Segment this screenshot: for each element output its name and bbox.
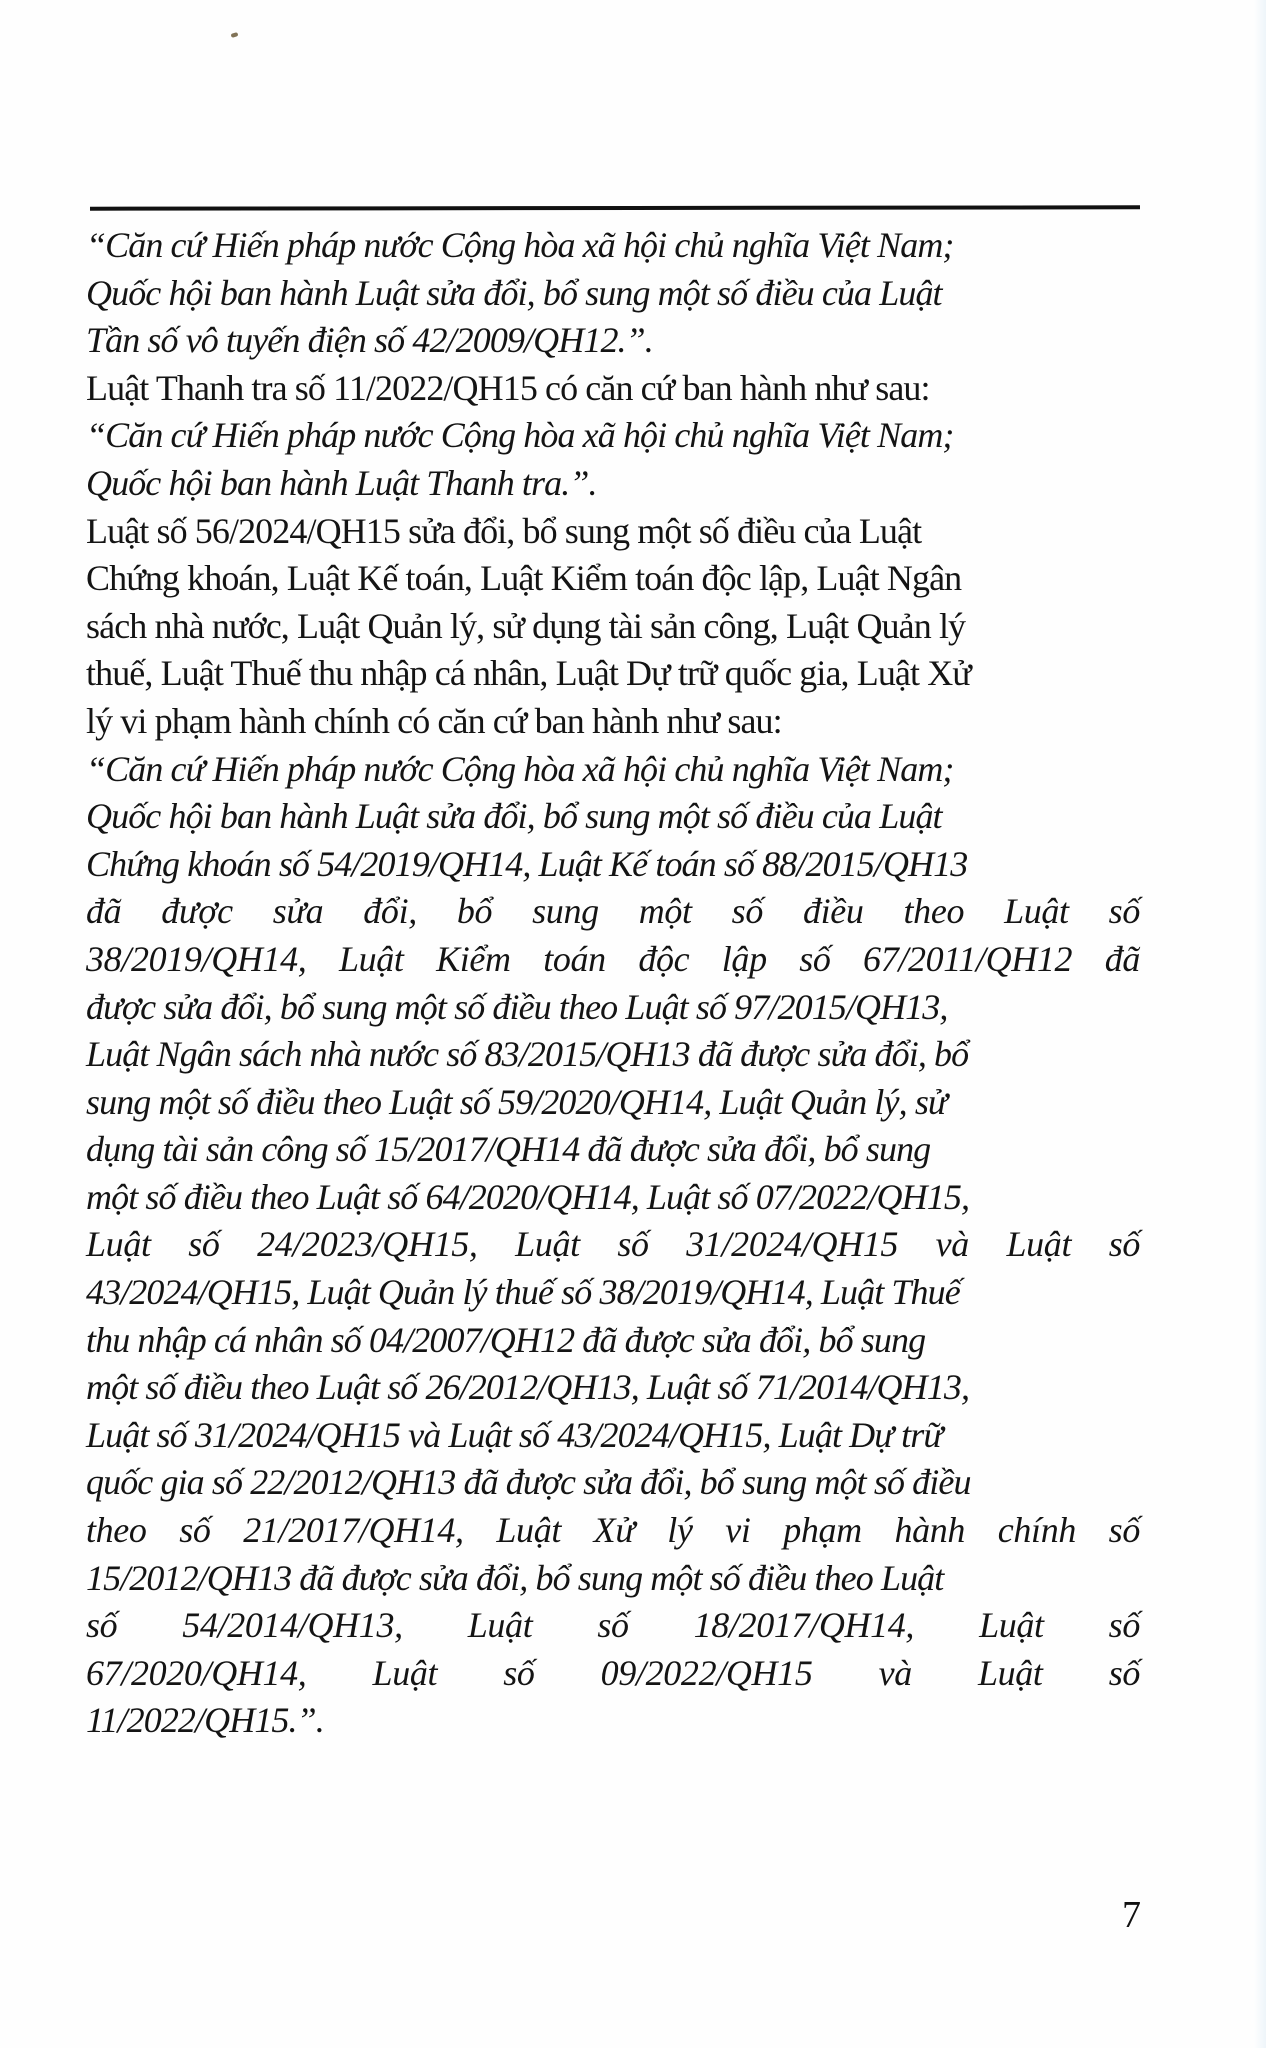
text-line-01: “Căn cứ Hiến pháp nước Cộng hòa xã hội chủ nghĩa Việt Nam;	[86, 225, 954, 265]
text-line-13: Quốc hội ban hành Luật sửa đổi, bổ sung một số điều của Luật	[86, 796, 942, 837]
text-line-15: đã được sửa đổi, bổ sung một số điều theo Luật số	[86, 891, 1140, 932]
text-line-10: thuế, Luật Thuế thu nhập cá nhân, Luật Dự trữ quốc gia, Luật Xử	[86, 653, 971, 694]
text-line-11: lý vi phạm hành chính có căn cứ ban hành như sau:	[86, 700, 782, 741]
text-line-02: Quốc hội ban hành Luật sửa đổi, bổ sung một số điều của Luật	[86, 272, 942, 313]
page-number: 7	[1122, 1894, 1141, 1936]
text-line-28: theo số 21/2017/QH14, Luật Xử lý vi phạm hành chính số	[86, 1510, 1140, 1551]
text-line-23: 43/2024/QH15, Luật Quản lý thuế số 38/2019/QH14, Luật Thuế	[86, 1272, 960, 1313]
text-line-06: Quốc hội ban hành Luật Thanh tra.”.	[86, 462, 597, 503]
text-line-07: Luật số 56/2024/QH15 sửa đổi, bổ sung một số điều của Luật	[86, 510, 922, 551]
text-line-22: Luật số 24/2023/QH15, Luật số 31/2024/QH15 và Luật số	[86, 1224, 1140, 1265]
header-rule	[90, 205, 1140, 210]
text-line-18: Luật Ngân sách nhà nước số 83/2015/QH13 đã được sửa đổi, bổ	[86, 1034, 969, 1075]
text-line-17: được sửa đổi, bổ sung một số điều theo Luật số 97/2015/QH13,	[86, 986, 948, 1027]
body-text	[86, 222, 1140, 1745]
text-line-32: 11/2022/QH15.”.	[86, 1700, 324, 1741]
page-edge-shadow	[1254, 0, 1266, 2048]
text-line-24: thu nhập cá nhân số 04/2007/QH12 đã được sửa đổi, bổ sung	[86, 1319, 926, 1360]
text-line-20: dụng tài sản công số 15/2017/QH14 đã được sửa đổi, bổ sung	[86, 1129, 931, 1170]
text-line-08: Chứng khoán, Luật Kế toán, Luật Kiểm toán độc lập, Luật Ngân	[86, 558, 962, 599]
text-line-25: một số điều theo Luật số 26/2012/QH13, Luật số 71/2014/QH13,	[86, 1367, 970, 1408]
text-line-26: Luật số 31/2024/QH15 và Luật số 43/2024/QH15, Luật Dự trữ	[86, 1414, 943, 1455]
text-line-21: một số điều theo Luật số 64/2020/QH14, Luật số 07/2022/QH15,	[86, 1176, 970, 1217]
text-line-05: “Căn cứ Hiến pháp nước Cộng hòa xã hội chủ nghĩa Việt Nam;	[86, 415, 954, 456]
text-line-16: 38/2019/QH14, Luật Kiểm toán độc lập số 67/2011/QH12 đã	[86, 938, 1140, 979]
text-line-29: 15/2012/QH13 đã được sửa đổi, bổ sung một số điều theo Luật	[86, 1557, 944, 1598]
scan-speck	[231, 32, 239, 38]
text-line-19: sung một số điều theo Luật số 59/2020/QH14, Luật Quản lý, sử	[86, 1081, 947, 1122]
text-line-03: Tần số vô tuyến điện số 42/2009/QH12.”.	[86, 320, 653, 361]
text-line-12: “Căn cứ Hiến pháp nước Cộng hòa xã hội chủ nghĩa Việt Nam;	[86, 748, 954, 789]
text-line-14: Chứng khoán số 54/2019/QH14, Luật Kế toán số 88/2015/QH13	[86, 843, 968, 884]
text-line-30: số 54/2014/QH13, Luật số 18/2017/QH14, Luật số	[86, 1605, 1140, 1646]
text-line-09: sách nhà nước, Luật Quản lý, sử dụng tài sản công, Luật Quản lý	[86, 605, 966, 646]
text-line-04: Luật Thanh tra số 11/2022/QH15 có căn cứ ban hành như sau:	[86, 367, 930, 408]
text-line-31: 67/2020/QH14, Luật số 09/2022/QH15 và Luật số	[86, 1652, 1140, 1693]
text-line-27: quốc gia số 22/2012/QH13 đã được sửa đổi, bổ sung một số điều	[86, 1462, 971, 1503]
